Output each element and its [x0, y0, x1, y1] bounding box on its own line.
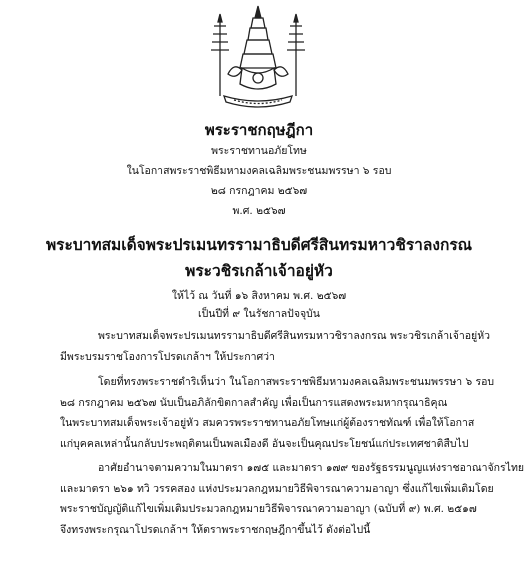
- paragraph-line: ๒๘ กรกฎาคม ๒๕๖๗ นับเป็นอภิลักขิตกาลสำคัญ เพื่อเป็นการแสดงพระมหากรุณาธิคุณ: [60, 396, 448, 409]
- paragraph-line: และมาตรา ๒๖๑ ทวิ วรรคสอง แห่งประมวลกฎหมายวิธีพิจารณาความอาญา ซึ่งแก้ไขเพิ่มเติมโดย: [60, 482, 494, 495]
- paragraph-line: อาศัยอำนาจตามความในมาตรา ๑๗๕ และมาตรา ๑๗๙ ของรัฐธรรมนูญแห่งราชอาณาจักรไทย: [98, 462, 524, 474]
- paragraph-line: มีพระบรมราชโองการโปรดเกล้าฯ ให้ประกาศว่า: [60, 350, 275, 363]
- paragraph-rationale: [60, 372, 495, 454]
- royal-garuda-emblem-icon: [206, 4, 310, 114]
- paragraph-line: โดยที่ทรงพระราชดำริเห็นว่า ในโอกาสพระราชพิธีมหามงคลเฉลิมพระชนมพรรษา ๖ รอบ: [98, 376, 495, 388]
- king-name-line2: พระวชิรเกล้าเจ้าอยู่หัว: [185, 261, 333, 280]
- decree-title: พระราชกฤษฎีกา: [204, 121, 314, 139]
- decree-year: พ.ศ. ๒๕๖๗: [232, 205, 286, 217]
- king-name-line1: พระบาทสมเด็จพระปรเมนทรรามาธิบดีศรีสินทรมหาวชิราลงกรณ: [45, 235, 473, 254]
- reign-year: เป็นปีที่ ๙ ในรัชกาลปัจจุบัน: [198, 308, 320, 320]
- decree-date: ๒๘ กรกฎาคม ๒๕๖๗: [210, 185, 308, 197]
- paragraph-line: พระราชบัญญัติแก้ไขเพิ่มเติมประมวลกฎหมายวิธีพิจารณาความอาญา (ฉบับที่ ๙) พ.ศ. ๒๕๑๗: [60, 503, 477, 515]
- paragraph-line: จึงทรงพระกรุณาโปรดเกล้าฯ ให้ตราพระราชกฤษฎีกาขึ้นไว้ ดังต่อไปนี้: [60, 523, 371, 536]
- paragraph-line: พระบาทสมเด็จพระปรเมนทรรามาธิบดีศรีสินทรมหาวชิราลงกรณ พระวชิรเกล้าเจ้าอยู่หัว: [98, 330, 491, 342]
- decree-subtitle: พระราชทานอภัยโทษ: [211, 145, 307, 157]
- paragraph-proclamation: [60, 326, 491, 367]
- given-date: ให้ไว้ ณ วันที่ ๑๖ สิงหาคม พ.ศ. ๒๕๖๗: [171, 290, 347, 302]
- decree-occasion: ในโอกาสพระราชพิธีมหามงคลเฉลิมพระชนมพรรษา ๖ รอบ: [126, 165, 392, 177]
- paragraph-line: ในพระบาทสมเด็จพระเจ้าอยู่หัว สมควรพระราชทานอภัยโทษแก่ผู้ต้องราชทัณฑ์ เพื่อให้โอกาส: [60, 417, 475, 429]
- paragraph-line: แก่บุคคลเหล่านั้นกลับประพฤติตนเป็นพลเมืองดี อันจะเป็นคุณประโยชน์แก่ประเทศชาติสืบไป: [60, 437, 469, 450]
- paragraph-legal-basis: [60, 458, 524, 540]
